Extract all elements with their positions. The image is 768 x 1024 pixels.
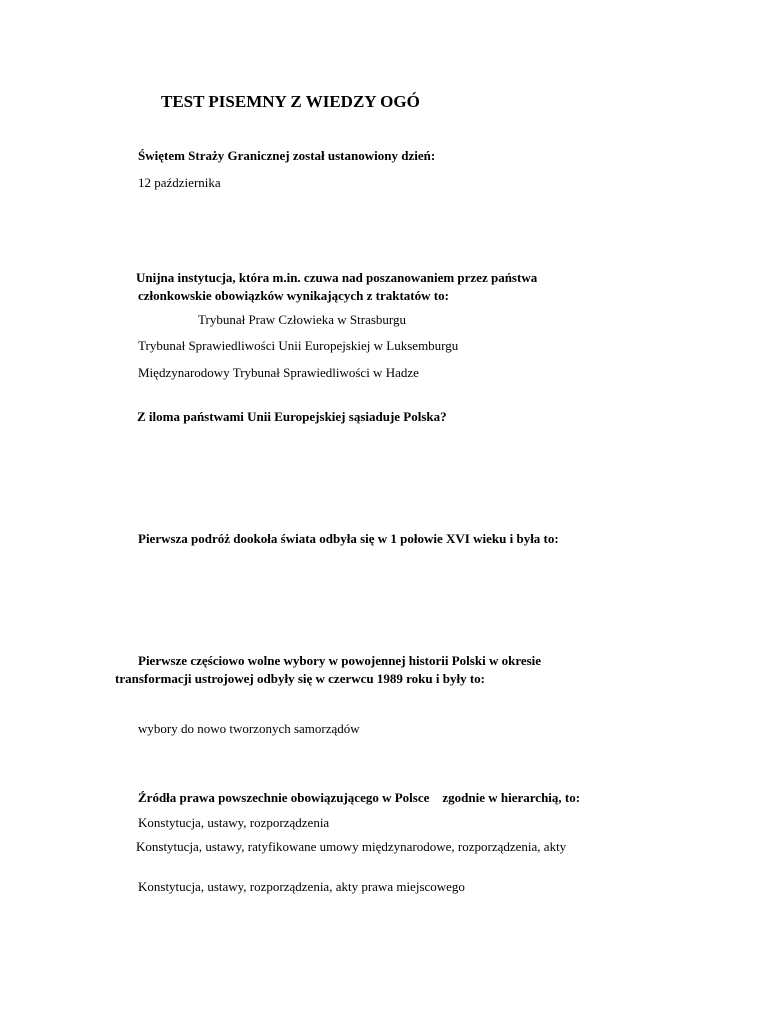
question-2-option-1: Trybunał Praw Człowieka w Strasburgu bbox=[198, 312, 406, 327]
answer-5: wybory do nowo tworzonych samorządów bbox=[138, 721, 360, 736]
question-5-line-2: transformacji ustrojowej odbyły się w czerwcu 1989 roku i były to: bbox=[115, 671, 485, 686]
answer-1: 12 października bbox=[138, 175, 221, 190]
question-4: Pierwsza podróż dookoła świata odbyła się w 1 połowie XVI wieku i była to: bbox=[138, 531, 559, 546]
question-2-line-2: członkowskie obowiązków wynikających z traktatów to: bbox=[138, 288, 449, 303]
question-3: Z iloma państwami Unii Europejskiej sąsiaduje Polska? bbox=[137, 409, 447, 424]
question-2-option-3: Międzynarodowy Trybunał Sprawiedliwości w Hadze bbox=[138, 365, 419, 380]
question-6-option-3: Konstytucja, ustawy, rozporządzenia, akty prawa miejscowego bbox=[138, 879, 465, 894]
question-6-option-1: Konstytucja, ustawy, rozporządzenia bbox=[138, 815, 330, 830]
page-title: TEST PISEMNY Z WIEDZY OGÓ bbox=[161, 92, 420, 111]
question-2-line-1: Unijna instytucja, która m.in. czuwa nad poszanowaniem przez państwa bbox=[136, 270, 538, 285]
question-2-option-2: Trybunał Sprawiedliwości Unii Europejskiej w Luksemburgu bbox=[138, 338, 459, 353]
question-5-line-1: Pierwsze częściowo wolne wybory w powojennej historii Polski w okresie bbox=[138, 653, 542, 668]
question-6: Źródła prawa powszechnie obowiązującego w Polsce zgodnie w hierarchią, to: bbox=[138, 790, 581, 805]
question-1: Świętem Straży Granicznej został ustanowiony dzień: bbox=[138, 148, 436, 163]
question-6-option-2: Konstytucja, ustawy, ratyfikowane umowy międzynarodowe, rozporządzenia, akty bbox=[136, 839, 567, 854]
